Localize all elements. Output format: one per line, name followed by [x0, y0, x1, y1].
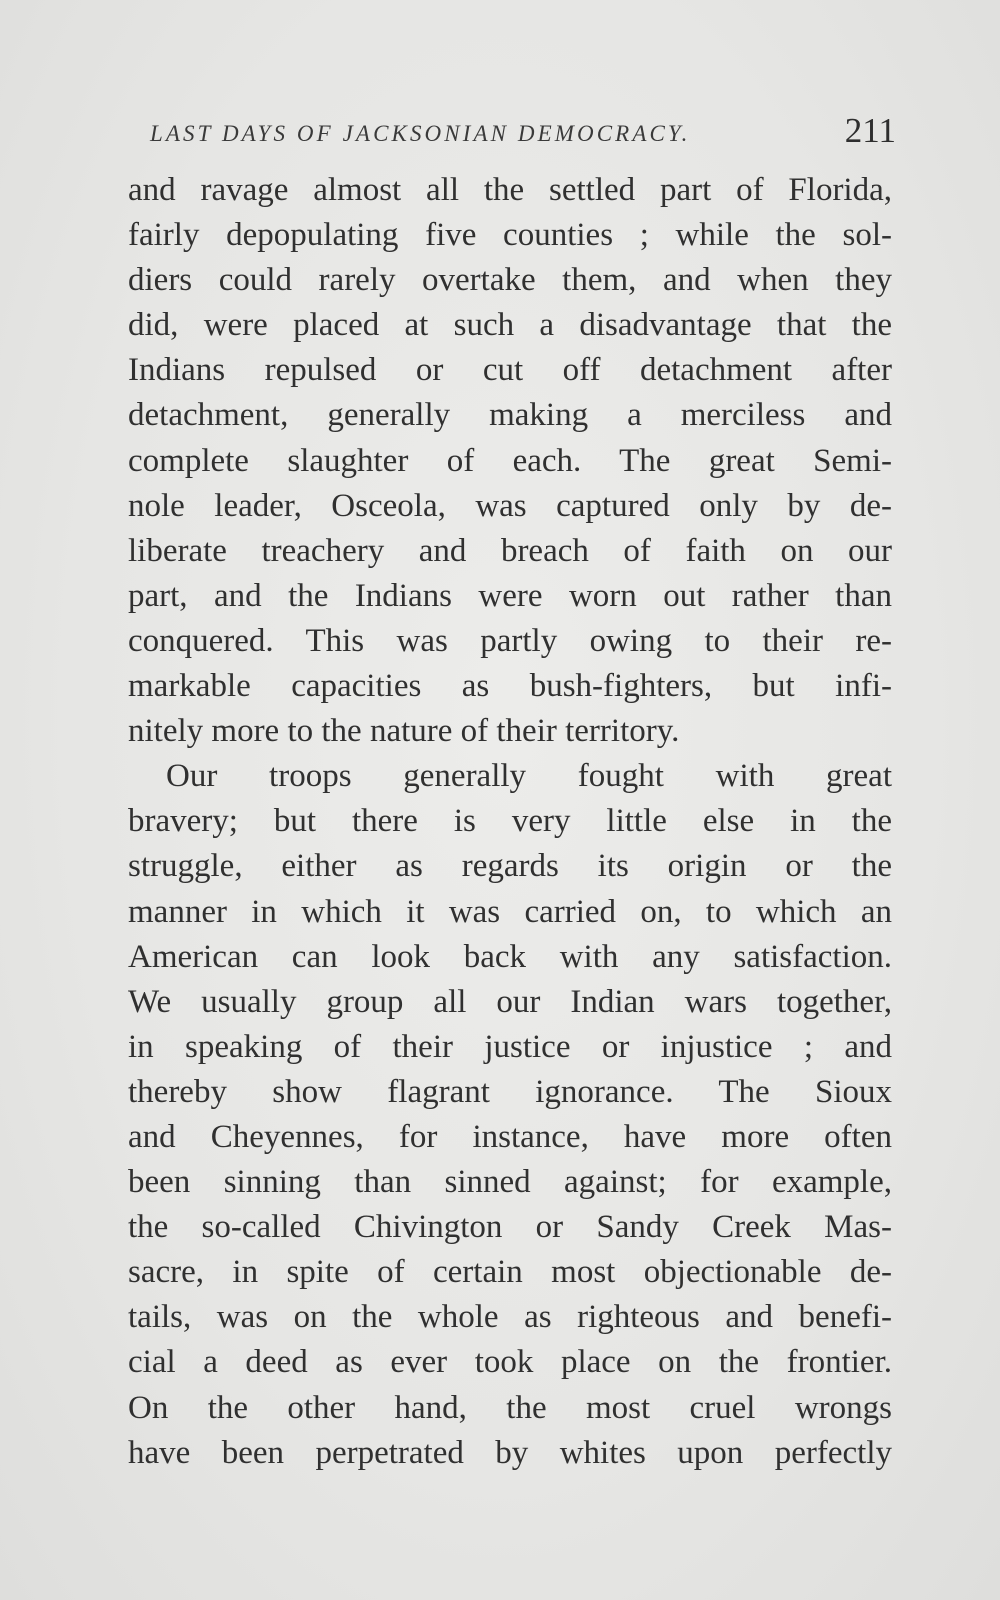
text-line: been sinning than sinned against; for example,: [128, 1164, 892, 1201]
running-head-title: LAST DAYS OF JACKSONIAN DEMOCRACY.: [150, 121, 691, 146]
paragraph-end-line: nitely more to the nature of their territory.: [128, 713, 680, 750]
text-line: the so-called Chivington or Sandy Creek Mas-: [128, 1209, 892, 1246]
text-line: thereby show flagrant ignorance. The Sioux: [128, 1073, 892, 1110]
text-line: have been perpetrated by whites upon perfectly: [128, 1434, 892, 1471]
text-line: and ravage almost all the settled part of Florida,: [128, 172, 892, 208]
text-line: liberate treachery and breach of faith on our: [128, 532, 892, 569]
text-line: manner in which it was carried on, to which an: [128, 893, 892, 930]
text-line: We usually group all our Indian wars together,: [128, 983, 892, 1020]
text-line: conquered. This was partly owing to their re-: [128, 622, 892, 659]
text-line: American can look back with any satisfaction.: [128, 938, 892, 975]
body-text: [128, 168, 892, 1476]
page-number: 211: [844, 111, 896, 150]
text-line: tails, was on the whole as righteous and benefi-: [128, 1299, 892, 1336]
text-line: in speaking of their justice or injustice ; and: [128, 1028, 892, 1065]
text-line: part, and the Indians were worn out rather than: [128, 577, 892, 614]
text-line: struggle, either as regards its origin or the: [128, 848, 892, 885]
text-line: On the other hand, the most cruel wrongs: [128, 1389, 892, 1426]
text-line: did, were placed at such a disadvantage that the: [128, 307, 892, 344]
text-line: bravery; but there is very little else in the: [128, 803, 892, 840]
text-line: diers could rarely overtake them, and when they: [128, 262, 892, 299]
text-line: fairly depopulating five counties ; while the sol-: [128, 217, 892, 254]
text-line: sacre, in spite of certain most objectionable de-: [128, 1254, 892, 1291]
text-line: Indians repulsed or cut off detachment after: [128, 352, 892, 389]
paragraph-start-line: Our troops generally fought with great: [166, 758, 892, 795]
text-line: complete slaughter of each. The great Semi-: [128, 442, 892, 479]
running-head: [128, 111, 896, 157]
text-line: detachment, generally making a merciless and: [128, 397, 892, 434]
text-line: markable capacities as bush-fighters, but infi-: [128, 668, 892, 705]
text-line: nole leader, Osceola, was captured only by de-: [128, 487, 892, 524]
text-line: and Cheyennes, for instance, have more often: [128, 1118, 892, 1155]
text-line: cial a deed as ever took place on the frontier.: [128, 1344, 892, 1381]
